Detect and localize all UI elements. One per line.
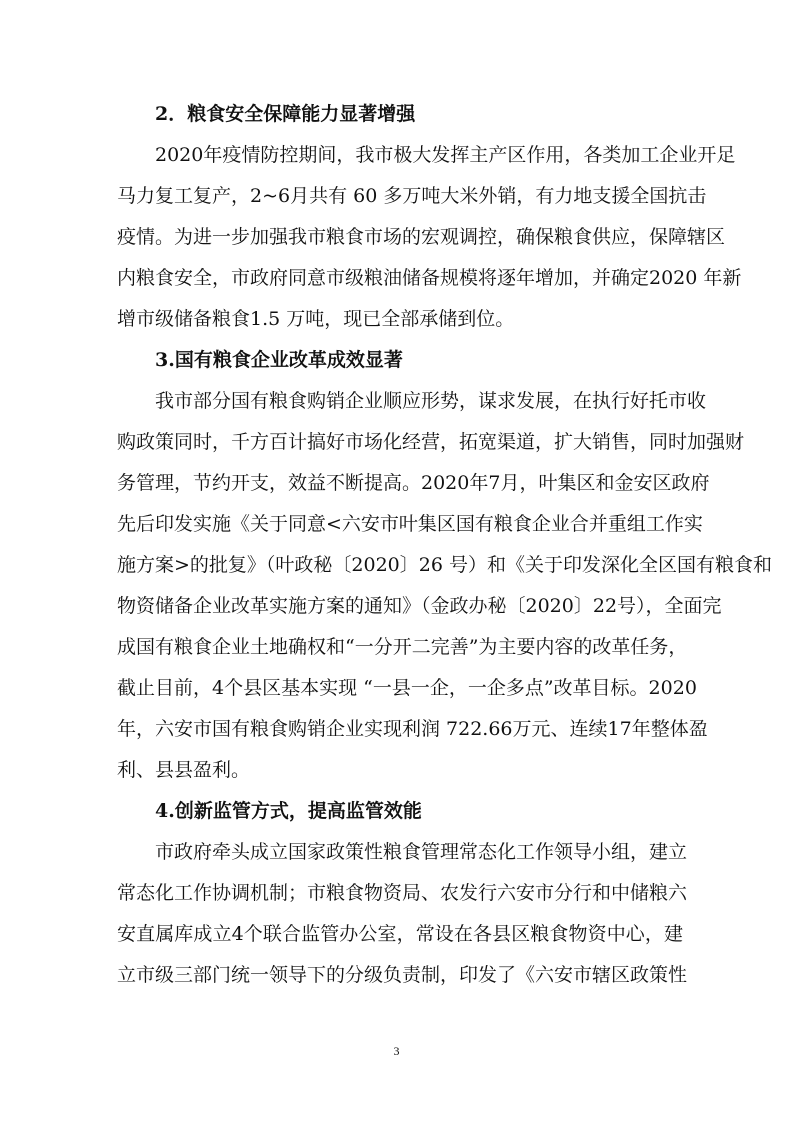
paragraph-line: 马力复工复产，2~6月共有 60 多万吨大米外销，有力地支援全国抗击 xyxy=(117,185,707,207)
paragraph-line: 成国有粮食企业土地确权和“一分开二完善”为主要内容的改革任务， xyxy=(117,636,688,658)
section-heading-4: 4.创新监管方式，提高监管效能 xyxy=(155,800,422,822)
paragraph-line: 购政策同时，千方百计搞好市场化经营，拓宽渠道，扩大销售，同时加强财 xyxy=(117,431,745,453)
paragraph-line: 市政府牵头成立国家政策性粮食管理常态化工作领导小组，建立 xyxy=(155,841,688,863)
paragraph-line: 利、县县盈利。 xyxy=(117,759,251,781)
paragraph-line: 2020年疫情防控期间，我市极大发挥主产区作用，各类加工企业开足 xyxy=(155,144,736,166)
section-heading-2: 2．粮食安全保障能力显著增强 xyxy=(155,103,416,125)
paragraph-line: 先后印发实施《关于同意<六安市叶集区国有粮食企业合并重组工作实 xyxy=(117,513,703,535)
paragraph-line: 内粮食安全，市政府同意市级粮油储备规模将逐年增加，并确定2020 年新 xyxy=(117,267,742,289)
paragraph-line: 我市部分国有粮食购销企业顺应形势，谋求发展，在执行好托市收 xyxy=(155,390,707,412)
document-body xyxy=(117,102,772,1004)
paragraph-line: 安直属库成立4个联合监管办公室，常设在各县区粮食物资中心，建 xyxy=(117,923,683,945)
paragraph-line: 立市级三部门统一领导下的分级负责制，印发了《六安市辖区政策性 xyxy=(117,964,688,986)
section-heading-3: 3.国有粮食企业改革成效显著 xyxy=(155,349,403,371)
paragraph-line: 施方案>的批复》（叶政秘〔2020〕26 号）和《关于印发深化全区国有粮食和 xyxy=(117,554,772,576)
paragraph-line: 务管理，节约开支，效益不断提高。2020年7月，叶集区和金安区政府 xyxy=(117,472,710,494)
paragraph-line: 疫情。为进一步加强我市粮食市场的宏观调控，确保粮食供应，保障辖区 xyxy=(117,226,726,248)
page-number: 3 xyxy=(393,1044,400,1058)
paragraph-line: 增市级储备粮食1.5 万吨，现已全部承储到位。 xyxy=(117,308,515,330)
paragraph-line: 年，六安市国有粮食购销企业实现利润 722.66万元、连续17年整体盈 xyxy=(117,718,708,740)
paragraph-line: 常态化工作协调机制；市粮食物资局、农发行六安市分行和中储粮六 xyxy=(117,882,688,904)
paragraph-line: 截止目前，4个县区基本实现 “一县一企，一企多点”改革目标。2020 xyxy=(117,677,697,699)
paragraph-line: 物资储备企业改革实施方案的通知》（金政办秘〔2020〕22号），全面完 xyxy=(117,595,722,617)
